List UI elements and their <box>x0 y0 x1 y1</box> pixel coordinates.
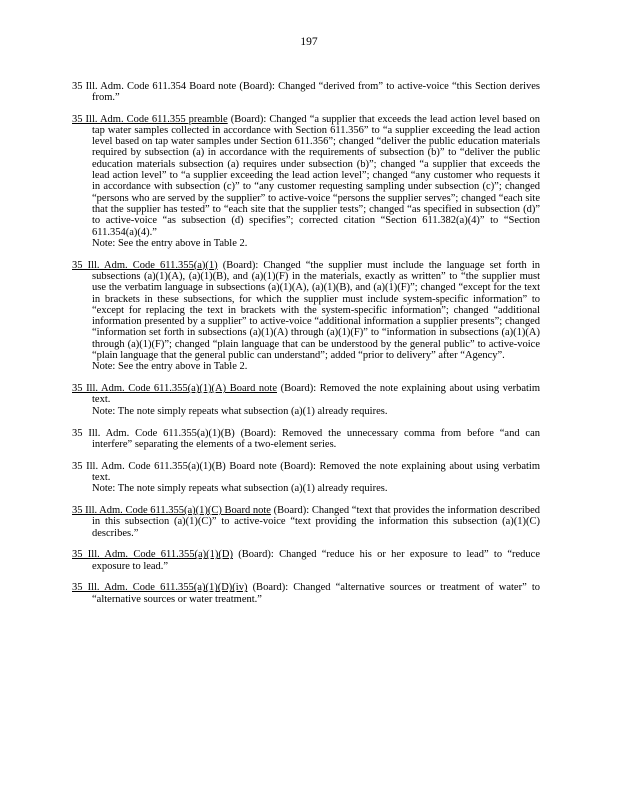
entry-citation: 35 Ill. Adm. Code 611.355(a)(1)(D)(iv) <box>72 582 248 594</box>
entry-citation: 35 Ill. Adm. Code 611.355(a)(1) <box>72 259 218 271</box>
list-item <box>72 582 540 605</box>
entry-text: (Board): Changed “a supplier that exceeds the lead action level based on tap water samples collected in accordance with Section 611.356” to “a supplier exceeding the lead action level based on tap water samples under Section 611.356”; changed “deliver the public education materials required by subsection (a) in accordance with the requirements of subsection (b)” to “deliver the public education materials subsection (a) requires under subsection (b)”; changed “a supplier that exceeds the lead action level” to “a supplier exceeding the lead action level”; changed “any customer who requests it in accordance with subsection (c)” to “any customer requesting sampling under subsection (c)”; changed “persons who are served by the supplier” to active-voice “persons the supplier serves”; changed “each site that the supplier has tested” to “each site that the supplier tests”; changed “as specified in subsection (d)” to active-voice “as subsection (d) specifies”; corrected citation “Section 611.382(a)(4)” to “Section 611.354(a)(4).” <box>92 113 540 238</box>
entry-text: (Board): Changed “alternative sources or treatment of water” to “alternative sources or water treatment.” <box>92 582 541 605</box>
entry-text: (Board): Changed “reduce his or her exposure to lead” to “reduce exposure to lead.” <box>92 549 541 572</box>
entry-citation: 35 Ill. Adm. Code 611.355 preamble <box>72 113 228 125</box>
entry-citation: 35 Ill. Adm. Code 611.355(a)(1)(B) <box>72 427 235 439</box>
list-item <box>72 81 540 104</box>
entry-note: Note: See the entry above in Table 2. <box>92 237 248 249</box>
entry-text: (Board): Removed the note explaining about using verbatim text. <box>92 383 540 406</box>
list-item <box>72 383 540 417</box>
page-number: 197 <box>300 36 318 48</box>
entry-text: (Board): Removed the unnecessary comma from before “and can interfere” separating the elements of a two-element series. <box>92 427 541 450</box>
entry-text: (Board): Changed “the supplier must include the language set forth in subsections (a)(1)(A), (a)(1)(B), and (a)(1)(F) in the materials, exactly as written” to “the supplier must use the verbatim language in subsections (a)(1)(A), (a)(1)(B), and (a)(1)(F)”; changed “except for the text in brackets in these subsections, for which the supplier must include system-specific information” to “except for replacing the text in brackets with the system-specific information”; changed “additional information presented by a supplier” to active-voice “additional information a supplier presents”; changed “information set forth in subsections (a)(1)(A) through (a)(1)(F)” to “information in subsections (a)(1)(A) through (a)(1)(F)”; changed “plain language that can be understood by the general public” to active-voice “plain language that the general public can understand”; added “prior to delivery” after “Agency”. <box>92 259 540 362</box>
entry-list <box>72 70 540 611</box>
entry-citation: 35 Ill. Adm. Code 611.355(a)(1)(D) <box>72 549 233 561</box>
entry-text: Changed “derived from” to active-voice “this Section derives from.” <box>92 80 541 103</box>
entry-note: Note: See the entry above in Table 2. <box>92 361 248 373</box>
entry-citation: 35 Ill. Adm. Code 611.355(a)(1)(C) Board note <box>72 505 271 516</box>
entry-note: Note: The note simply repeats what subsection (a)(1) already requires. <box>92 483 388 495</box>
list-item <box>72 114 540 250</box>
list-item <box>72 549 540 572</box>
entry-text: (Board): Removed the note explaining about using verbatim text. <box>92 460 540 483</box>
entry-citation: 35 Ill. Adm. Code 611.354 Board note (Board): <box>72 80 275 92</box>
list-item <box>72 260 540 373</box>
entry-citation: 35 Ill. Adm. Code 611.355(a)(1)(A) Board note <box>72 383 278 395</box>
entry-text: (Board): Changed “text that provides the information described in this subsection (a)(1)(C)” to active-voice “text providing the information this subsection (a)(1)(C) describes.” <box>92 505 540 539</box>
entry-note: Note: The note simply repeats what subsection (a)(1) already requires. <box>92 405 388 417</box>
list-item <box>72 505 540 539</box>
list-item <box>72 461 540 495</box>
list-item <box>72 428 540 451</box>
entry-citation: 35 Ill. Adm. Code 611.355(a)(1)(B) Board note <box>72 460 277 472</box>
